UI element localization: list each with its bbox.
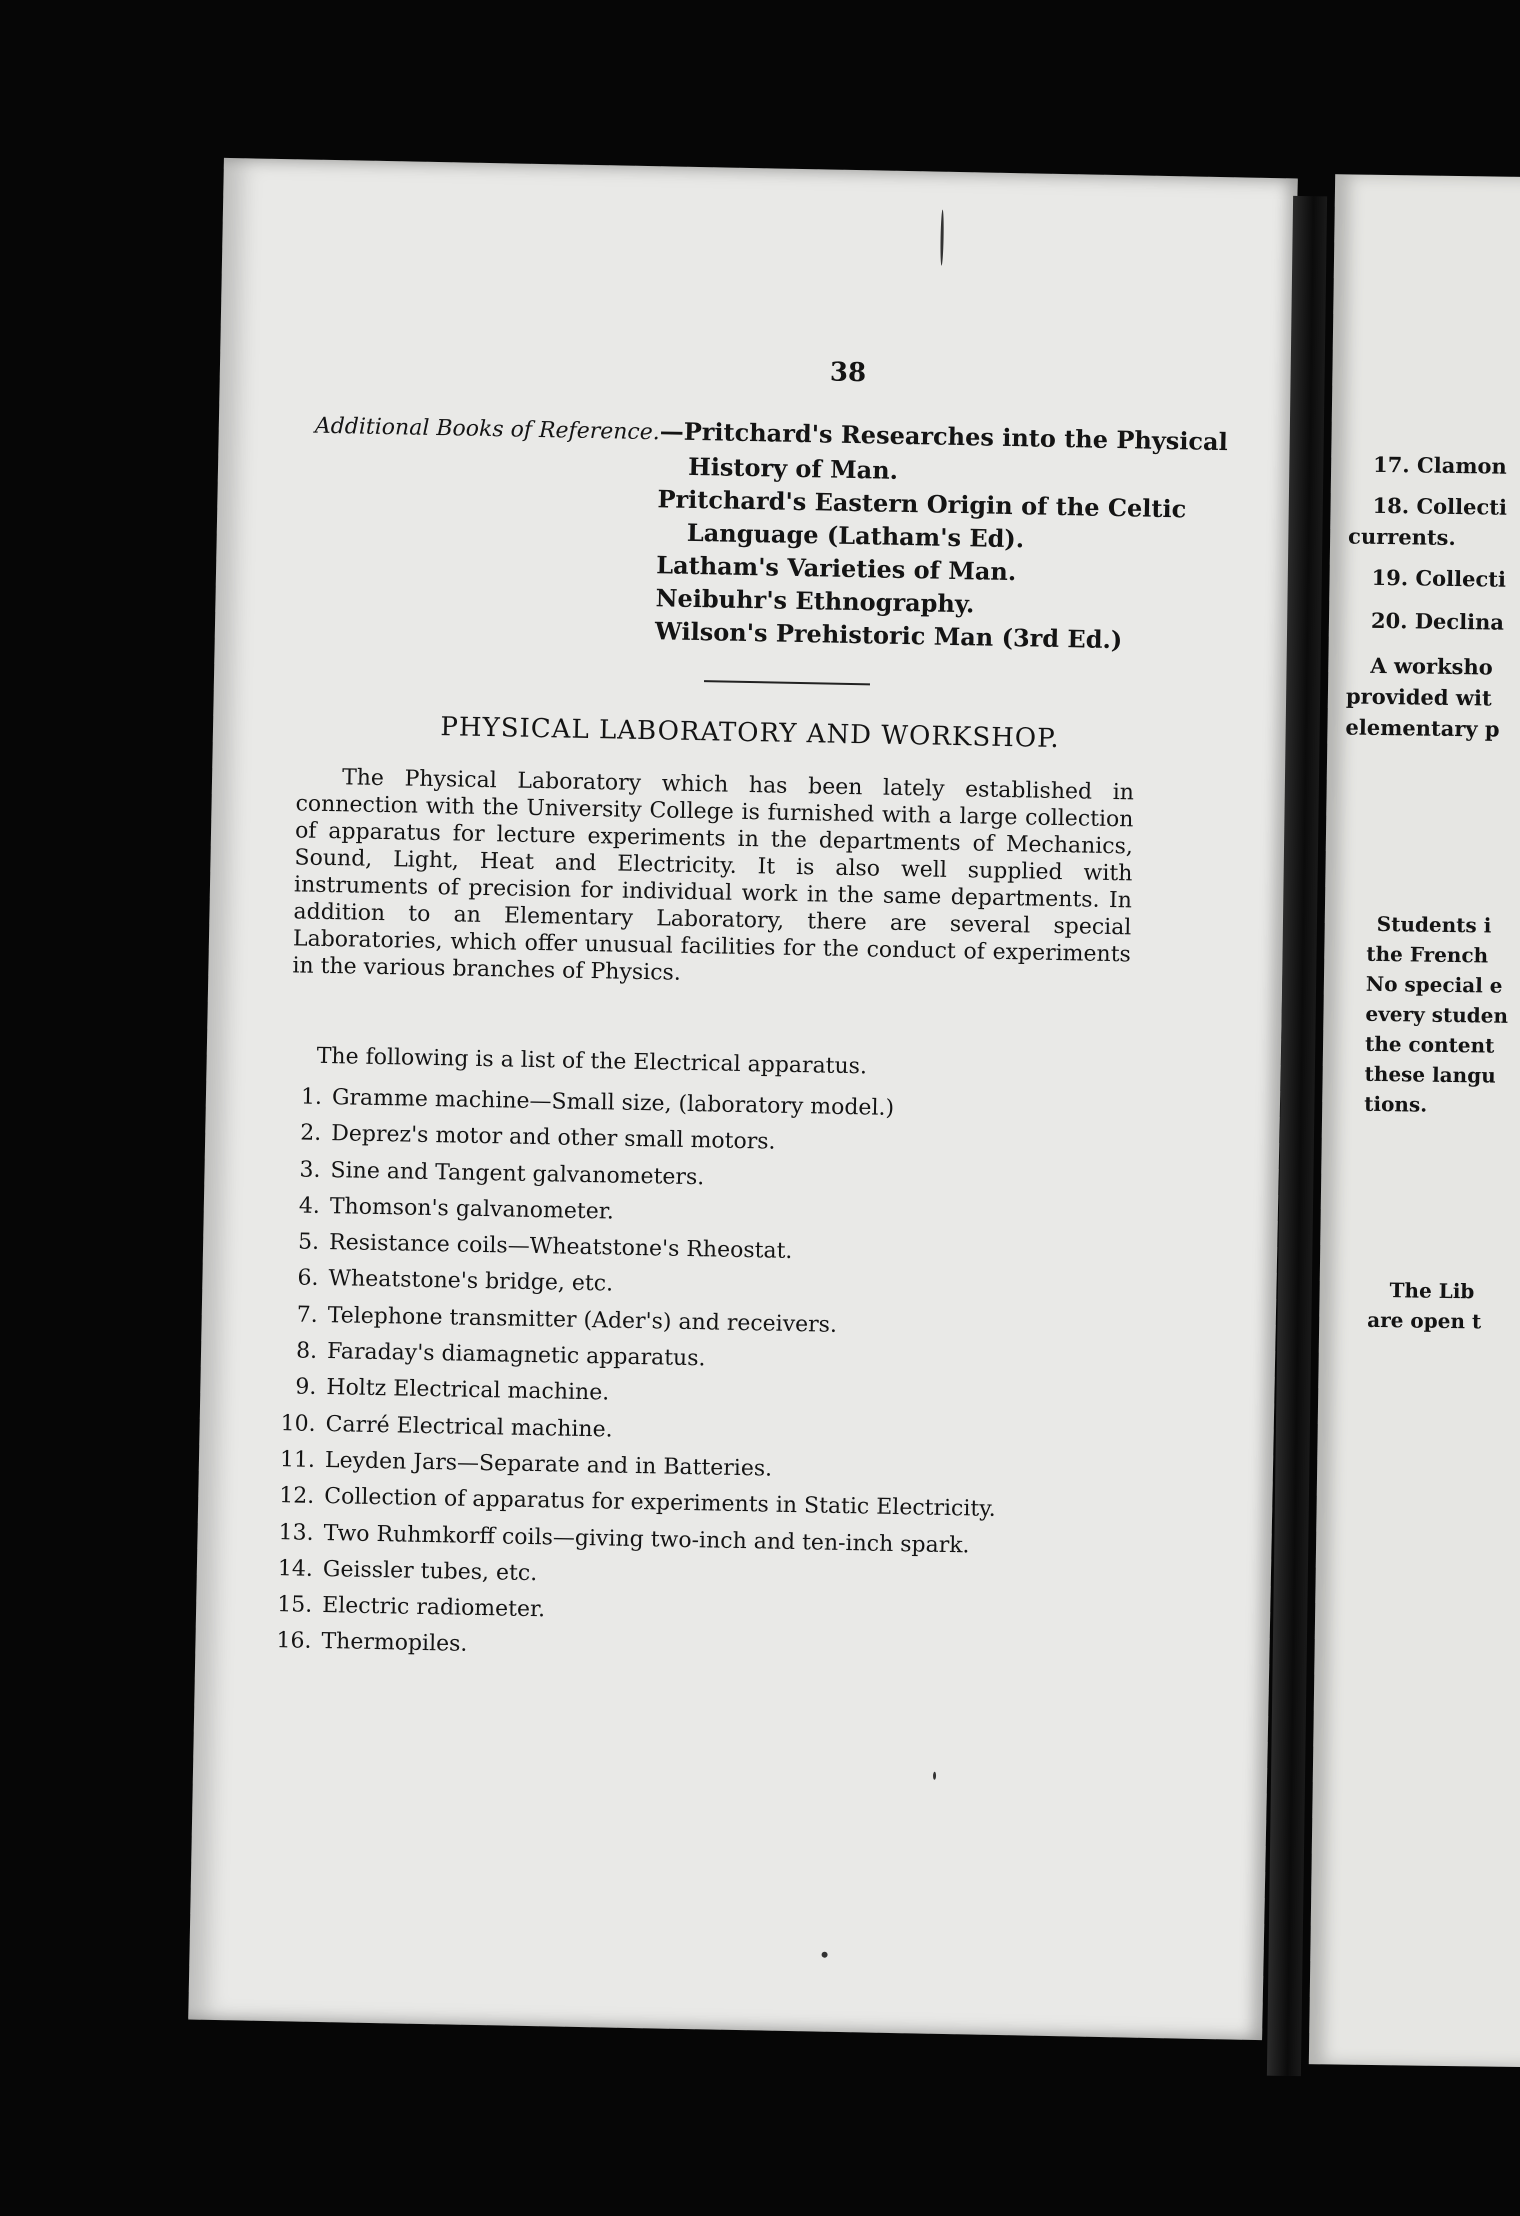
list-item: 2. Deprez's motor and other small motors. <box>300 1120 776 1155</box>
reference-item: Pritchard's Eastern Origin of the Celtic <box>657 484 1187 524</box>
right-page-paragraph <box>1367 1275 1482 1337</box>
reference-item: Wilson's Prehistoric Man (3rd Ed.) <box>654 616 1123 655</box>
text-line: every studen <box>1365 1001 1509 1028</box>
text-line: The Lib <box>1389 1278 1475 1304</box>
list-item: 14. Geissler tubes, etc. <box>277 1556 538 1586</box>
list-item: 13. Two Ruhmkorff coils—giving two-inch and ten-inch spark. <box>278 1519 970 1558</box>
list-item: 20. Declina <box>1370 607 1505 635</box>
list-item: 9. Holtz Electrical machine. <box>295 1374 610 1406</box>
text-line: are open t <box>1367 1307 1482 1334</box>
reference-item: Neibuhr's Ethnography. <box>655 583 975 619</box>
list-item: 4. Thomson's galvanometer. <box>298 1193 615 1225</box>
list-item: 8. Faraday's diamagnetic apparatus. <box>295 1338 706 1372</box>
right-page <box>1309 174 1520 2067</box>
scan-speck <box>822 1952 828 1958</box>
list-item: 18. Collecti <box>1372 492 1508 520</box>
text-line: tions. <box>1364 1091 1428 1117</box>
page-number: 38 <box>829 357 867 389</box>
list-item: 12. Collection of apparatus for experiments in Static Electricity. <box>279 1483 996 1523</box>
list-item: 15. Electric radiometer. <box>276 1592 546 1623</box>
apparatus-list-intro: The following is a list of the Electrical apparatus. <box>316 1043 868 1080</box>
list-item: A worksho <box>1370 652 1493 680</box>
reference-item: History of Man. <box>687 451 899 485</box>
list-item: 3. Sine and Tangent galvanometers. <box>299 1157 705 1190</box>
list-item: provided wit <box>1345 683 1492 711</box>
section-divider <box>704 680 870 685</box>
list-item: 5. Resistance coils—Wheatstone's Rheostat. <box>297 1229 793 1265</box>
list-item: 16. Thermopiles. <box>276 1628 468 1658</box>
text-line: these langu <box>1364 1061 1496 1088</box>
list-item: 17. Clamon <box>1372 451 1507 479</box>
right-page-list <box>1345 449 1507 745</box>
reference-item: Language (Latham's Ed). <box>686 517 1025 554</box>
scan-speck <box>940 210 944 266</box>
list-item: 6. Wheatstone's bridge, etc. <box>297 1265 614 1298</box>
scan-speck <box>933 1772 936 1780</box>
section-title: PHYSICAL LABORATORY AND WORKSHOP. <box>440 712 1060 755</box>
list-item: 11. Leyden Jars—Separate and in Batteries. <box>279 1447 773 1482</box>
text-line: the French <box>1366 941 1489 968</box>
text-line: the content <box>1364 1031 1495 1058</box>
reference-item: Latham's Varieties of Man. <box>655 550 1017 587</box>
left-page <box>188 158 1298 2040</box>
list-item: 1. Gramme machine—Small size, (laboratory model.) <box>300 1084 895 1121</box>
list-item: elementary p <box>1345 714 1500 742</box>
right-page-paragraph <box>1340 908 1509 1120</box>
reference-item: —Pritchard's Researches into the Physical <box>659 416 1229 457</box>
intro-paragraph: The Physical Laboratory which has been lately established in connection with the University College is furnished with a large collection of apparatus for lecture experiments in the departments of Mechanics, Sound, Light, Heat and Electricity. It is also well supplied with instruments of precision for individual work in the same departments. In addition to an Elementary Laboratory, there are several special Laboratories, which offer unusual facilities for the conduct of experiments in the various branches of Physics. <box>292 765 1135 986</box>
references-label: Additional Books of Reference. <box>314 413 660 446</box>
additional-references <box>311 408 1235 659</box>
text-line: Students i <box>1376 911 1492 938</box>
text-line: No special e <box>1365 971 1503 998</box>
list-item: currents. <box>1347 523 1456 550</box>
list-item: 10. Carré Electrical machine. <box>280 1410 613 1443</box>
list-item: 19. Collecti <box>1371 564 1507 592</box>
list-item: 7. Telephone transmitter (Ader's) and receivers. <box>296 1302 838 1338</box>
apparatus-list <box>275 1079 1046 1674</box>
